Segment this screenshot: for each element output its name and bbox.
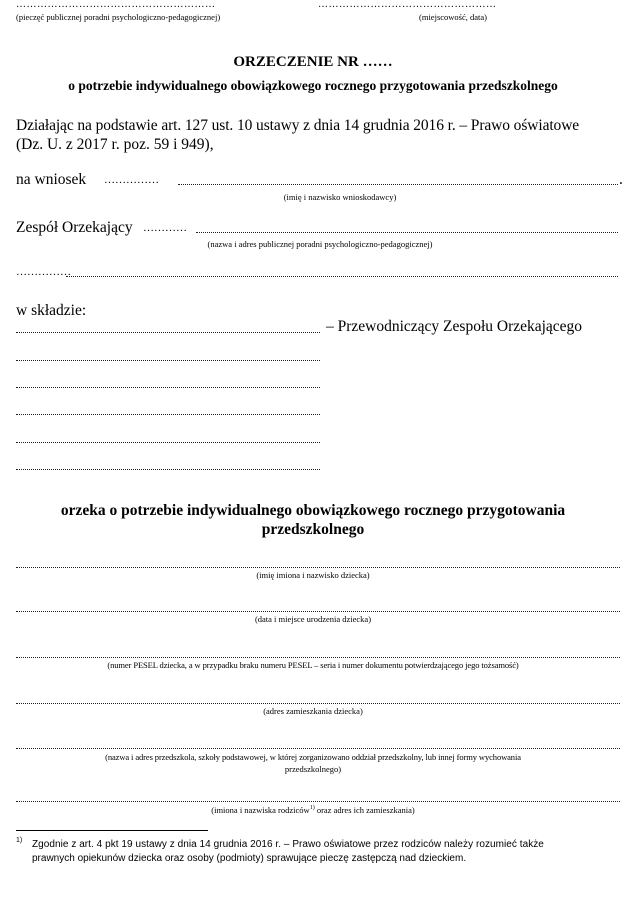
parents-caption-rest: oraz adres ich zamieszkania) xyxy=(314,805,415,815)
footnote-line1: Zgodnie z art. 4 pkt 19 ustawy z dnia 14 grudnia 2016 r. – Prawo oświatowe przez rodziców należy rozumieć także xyxy=(32,839,544,850)
member-field-4[interactable] xyxy=(16,442,320,443)
chair-role: – Przewodniczący Zespołu Orzekającego xyxy=(326,318,583,335)
stamp-caption: (pieczęć publicznej poradni psychologiczno-pedagogicznej) xyxy=(16,12,221,22)
team-label: Zespół Orzekający xyxy=(16,219,133,236)
composition-label: w składzie: xyxy=(16,302,87,319)
applicant-field[interactable] xyxy=(178,184,618,185)
member-field-3[interactable] xyxy=(16,414,320,415)
footnote-line2: prawnych opiekunów dziecka oraz osoby (podmioty) sprawujące pieczę zastępczą nad dzieckiem. xyxy=(32,853,467,864)
birth-field[interactable] xyxy=(16,611,620,612)
team-field[interactable] xyxy=(196,232,618,233)
document-title: ORZECZENIE NR …… xyxy=(233,54,393,70)
decision-line1: orzeka o potrzebie indywidualnego obowiązkowego rocznego przygotowania xyxy=(60,502,566,519)
team-caption: (nazwa i adres publicznej poradni psychologiczno-pedagogicznej) xyxy=(207,239,433,249)
team-second-field[interactable] xyxy=(66,276,618,277)
child-name-caption: (imię imiona i nazwisko dziecka) xyxy=(256,570,370,580)
parents-caption xyxy=(0,805,626,816)
document-subtitle: o potrzebie indywidualnego obowiązkowego rocznego przygotowania przedszkolnego xyxy=(68,78,558,93)
place-date-caption: (miejscowość, data) xyxy=(419,12,487,22)
applicant-dots-lead: …………… xyxy=(104,174,159,186)
footnote-marker: 1) xyxy=(16,837,23,844)
member-field-5[interactable] xyxy=(16,469,320,470)
address-caption: (adres zamieszkania dziecka) xyxy=(263,706,363,716)
pesel-caption: (numer PESEL dziecka, a w przypadku braku numeru PESEL – seria i numer dokumentu potwierdzającego jego tożsamość) xyxy=(107,660,519,670)
address-field[interactable] xyxy=(16,703,620,704)
pesel-field[interactable] xyxy=(16,657,620,658)
parents-field[interactable] xyxy=(16,801,620,802)
team-second-dots-lead: …………… xyxy=(16,266,71,278)
parents-footnote-ref: 1) xyxy=(309,805,315,812)
birth-caption: (data i miejsce urodzenia dziecka) xyxy=(254,614,372,624)
footnote-separator xyxy=(16,830,208,831)
applicant-label: na wniosek xyxy=(16,171,87,188)
applicant-end-dot: . xyxy=(619,171,623,188)
school-caption-line2: przedszkolnego) xyxy=(284,764,342,774)
team-dots-lead: ………… xyxy=(143,222,187,234)
member-field-2[interactable] xyxy=(16,387,320,388)
parents-caption-text: (imiona i nazwiska rodziców xyxy=(211,805,310,815)
legal-basis-line1: Działając na podstawie art. 127 ust. 10 ustawy z dnia 14 grudnia 2016 r. – Prawo oświatowe xyxy=(16,117,580,134)
legal-basis-line2: (Dz. U. z 2017 r. poz. 59 i 949), xyxy=(16,136,214,153)
school-field[interactable] xyxy=(16,748,620,749)
chair-field[interactable] xyxy=(16,332,320,333)
member-field-1[interactable] xyxy=(16,360,320,361)
child-name-field[interactable] xyxy=(16,567,620,568)
school-caption-line1: (nazwa i adres przedszkola, szkoły podstawowej, w której zorganizowano oddział przedszkolny, lub innej formy wychowania xyxy=(105,752,521,762)
applicant-caption: (imię i nazwisko wnioskodawcy) xyxy=(283,192,397,202)
stamp-dots: ………………………………………………… xyxy=(16,0,216,10)
place-date-dots: …………………………………………… xyxy=(318,0,497,10)
decision-line2: przedszkolnego xyxy=(261,521,365,538)
